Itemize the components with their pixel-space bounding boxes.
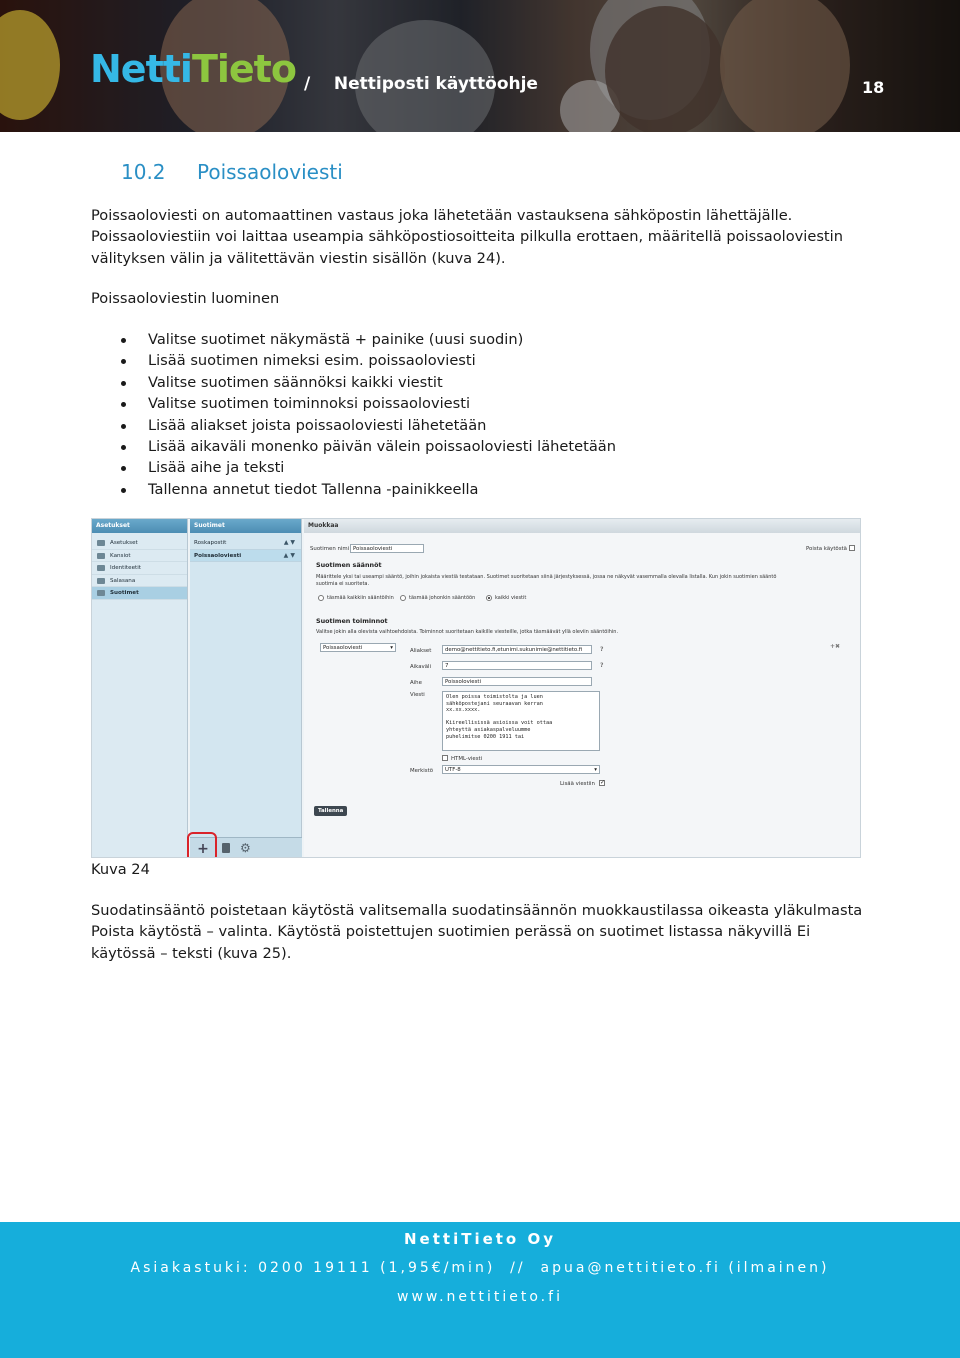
help-icon[interactable]: ? [600, 662, 604, 669]
charset-label: Merkistö [410, 768, 434, 774]
list-item: Lisää aikaväli monenko päivän välein poissaoloviesti lähetetään [91, 436, 616, 457]
rules-help-text: Määrittele yksi tai useampi sääntö, joihin jokaista viestiä testataan. Suotimet suoritetaan siinä järjestyksessä, jossa ne näkyvät vasemmalla olevalla listalla. Kun jokin suotimien sääntö [316, 574, 777, 580]
settings-header: Asetukset [92, 519, 187, 533]
closing-paragraph: Suodatinsääntö poistetaan käytöstä valitsemalla suodatinsäännön muokkaustilassa oikeasta yläkulmasta Poista käytöstä – valinta. Käytöstä poistettujen suotimien perässä on suotimet listassa näkyvillä Ei käytössä – teksti (kuva 25). [91, 902, 863, 962]
rule-option-label: kaikki viestit [495, 595, 527, 601]
message-label: Viesti [410, 692, 425, 698]
list-item: Valitse suotimet näkymästä + painike (uusi suodin) [91, 329, 616, 350]
filter-name-input[interactable]: Poissaoloviesti [350, 544, 424, 553]
highlight-frame [187, 832, 217, 858]
settings-item-folders[interactable]: Kansiot [92, 550, 187, 563]
list-item: Valitse suotimen säännöksi kaikki viestit [91, 372, 616, 393]
edit-header: Muokkaa [304, 519, 861, 533]
settings-panel [92, 519, 188, 858]
add-filter-button[interactable]: + [197, 841, 209, 857]
settings-item-identities[interactable]: Identiteetit [92, 562, 187, 575]
add-action-icon[interactable]: +✖ [830, 643, 841, 650]
footer-support: Asiakastuki: 0200 19111 (1,95€/min) // apua@nettitieto.fi (ilmainen) [130, 1260, 830, 1276]
section-title: Poissaoloviesti [197, 160, 343, 184]
help-icon[interactable]: ? [600, 646, 604, 653]
rule-radio-all[interactable] [318, 595, 324, 601]
subject-label: Aihe [410, 680, 422, 686]
screenshot-figure [91, 518, 861, 858]
actions-title: Suotimen toiminnot [316, 617, 388, 625]
chevron-down-icon: ▾ [594, 767, 597, 773]
subject-input[interactable]: Poissoloviesti [442, 677, 592, 686]
document-title: / Nettiposti käyttöohje [304, 74, 538, 94]
footer-website[interactable]: www.nettitieto.fi [397, 1289, 563, 1305]
settings-item-filters[interactable]: Suotimet [92, 587, 187, 600]
page-number: 18 [862, 78, 885, 97]
filter-name-label: Suotimen nimi [310, 546, 350, 552]
edit-panel [304, 519, 861, 858]
html-checkbox[interactable] [442, 755, 448, 761]
attachments-label: Lisää viestiin [560, 781, 595, 787]
list-item: Lisää aihe ja teksti [91, 457, 616, 478]
settings-item-password[interactable]: Salasana [92, 575, 187, 588]
list-item: Valitse suotimen toiminnoksi poissaoloviesti [91, 393, 616, 414]
header-banner [0, 0, 960, 132]
nettitieto-logo: NettiTieto [90, 47, 296, 91]
list-item: Tallenna annetut tiedot Tallenna -painikkeella [91, 479, 616, 500]
actions-help-text: Valitse jokin alla olevista vaihtoehdoista. Toiminnot suoritetaan kaikille viesteille, jotka täsmäävät yllä oleviin sääntöihin. [316, 629, 619, 635]
save-button[interactable]: Tallenna [314, 806, 347, 816]
charset-select[interactable]: UTF-8 ▾ [442, 765, 600, 774]
filters-header: Suotimet [190, 519, 301, 533]
attachments-checkbox[interactable] [599, 780, 605, 786]
section-number: 10.2 [121, 160, 166, 184]
html-label: HTML-viesti [451, 756, 483, 762]
person-icon [97, 565, 105, 571]
filters-panel [190, 519, 302, 858]
chevron-down-icon: ▾ [390, 645, 393, 651]
rule-option-label: täsmää kaikkiin sääntöihin [327, 595, 394, 601]
footer [0, 1222, 960, 1358]
folder-icon [97, 553, 105, 559]
filter-item-out-of-office[interactable]: Poissaoloviesti ▲ ▼ [190, 550, 301, 563]
subheading: Poissaoloviestin luominen [91, 290, 280, 307]
reorder-arrows-icon[interactable]: ▲ ▼ [283, 539, 295, 546]
intro-paragraph: Poissaoloviesti on automaattinen vastaus joka lähetetään vastauksena sähköpostin lähettäjälle. Poissaoloviestiin voi laittaa useampia sähköpostiosoitteita pilkulla erottaen, määritellä poissaoloviestin välityksen välin ja välitettävän viestin sisällön (kuva 24). [91, 207, 843, 267]
filter-icon [97, 590, 105, 596]
interval-label: Aikaväli [410, 664, 432, 670]
interval-input[interactable]: 7 [442, 661, 592, 670]
steps-list [91, 329, 616, 500]
rules-title: Suotimen säännöt [316, 561, 382, 569]
gear-icon[interactable]: ⚙ [240, 841, 251, 855]
action-select[interactable]: Poissaoloviesti ▾ [320, 643, 396, 652]
reorder-arrows-icon[interactable]: ▲ ▼ [283, 551, 295, 559]
list-item: Lisää aliakset joista poissaoloviesti lähetetään [91, 415, 616, 436]
figure-caption: Kuva 24 [91, 861, 150, 878]
settings-icon [97, 540, 105, 546]
disable-checkbox[interactable] [849, 545, 855, 551]
rules-help-text: suotimia ei suoriteta. [316, 581, 370, 587]
key-icon [97, 578, 105, 584]
rule-radio-every[interactable] [486, 595, 492, 601]
aliases-input[interactable]: demo@nettitieto.fi,etunimi.sukunimie@nettitieto.fi [442, 645, 592, 654]
filter-item-spam[interactable]: Roskapostit ▲ ▼ [190, 537, 301, 550]
trash-icon[interactable] [222, 843, 230, 853]
message-textarea[interactable]: Olen poissa toimistolta ja luen sähköpostejani seuraavan kerran xx.xx.xxxx. Kiireellisissä asioissa voit ottaa yhteyttä asiakaspalveluumme puhelimitse 0200 1911 tai [442, 691, 600, 751]
disable-label: Poista käytöstä [806, 546, 847, 552]
aliases-label: Aliakset [410, 648, 432, 654]
settings-item-general[interactable]: Asetukset [92, 537, 187, 550]
rule-option-label: täsmää johonkin sääntöön [409, 595, 476, 601]
list-item: Lisää suotimen nimeksi esim. poissaoloviesti [91, 350, 616, 371]
rule-radio-any[interactable] [400, 595, 406, 601]
section-heading [121, 160, 343, 184]
footer-company: NettiTieto Oy [404, 1230, 556, 1248]
